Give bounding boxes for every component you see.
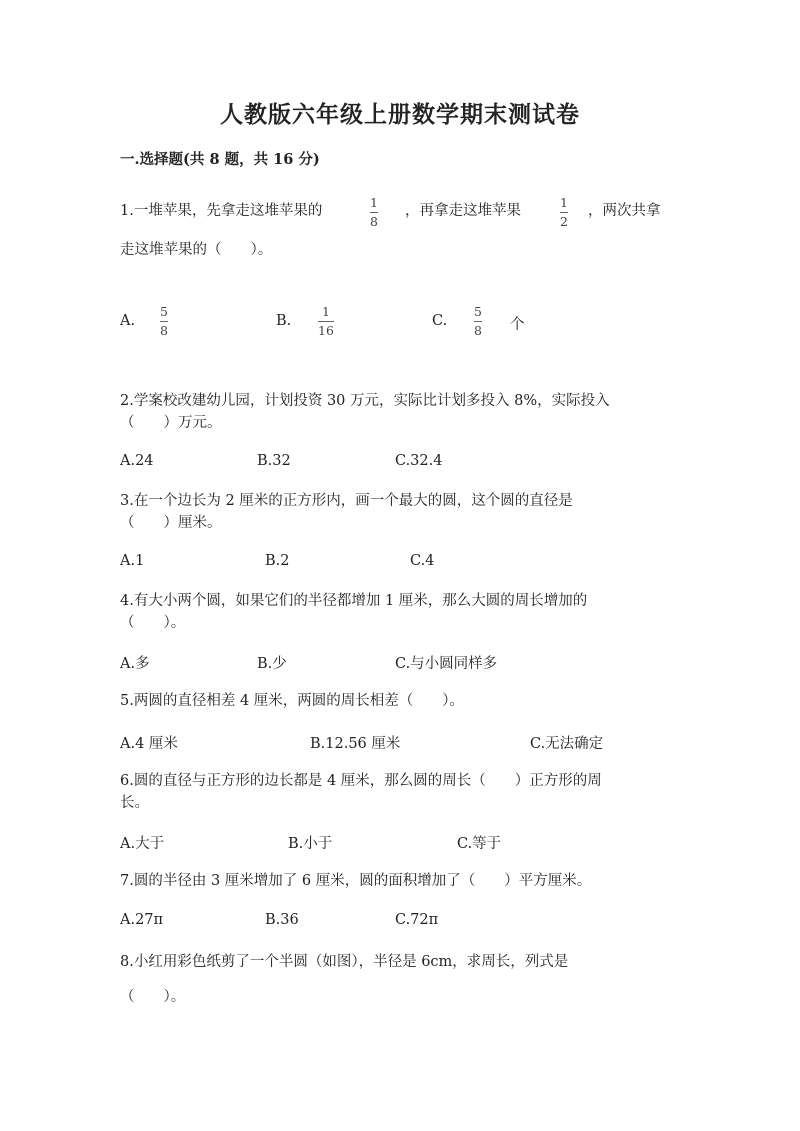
q2-text-line1: 2.学案校改建幼儿园，计划投资 30 万元，实际比计划多投入 8%，实际投入 [120,393,610,409]
q1-fraction-1 [370,196,378,229]
q3-text-line1: 3.在一个边长为 2 厘米的正方形内，画一个最大的圆，这个圆的直径是 [120,493,573,509]
q3-option-c[interactable]: C.4 [410,553,435,569]
q1-fraction-2 [560,196,568,229]
q1-fraction-1-numerator: 1 [370,195,378,210]
q6-option-c[interactable]: C.等于 [457,836,502,852]
q6-text-line2: 长。 [120,795,149,811]
q5-text-line1: 5.两圆的直径相差 4 厘米，两圆的周长相差（ ）。 [120,693,465,709]
q1-option-c-fraction [474,305,482,338]
q5-option-a[interactable]: A.4 厘米 [120,736,178,752]
q6-option-a[interactable]: A.大于 [120,836,165,852]
q6-text-line1: 6.圆的直径与正方形的边长都是 4 厘米，那么圆的周长（ ）正方形的周 [120,773,602,789]
q6-option-b[interactable]: B.小于 [288,836,333,852]
q4-option-c[interactable]: C.与小圆同样多 [395,656,498,672]
section-heading: 一.选择题(共 8 题，共 16 分) [120,151,320,168]
q8-text-line2: （ ）。 [120,989,186,1005]
q5-option-b[interactable]: B.12.56 厘米 [310,736,401,752]
q7-text-line1: 7.圆的半径由 3 厘米增加了 6 厘米，圆的面积增加了（ ）平方厘米。 [120,873,592,889]
q1-text-part1: 1.一堆苹果，先拿走这堆苹果的 [120,203,323,219]
q1-option-b-fraction [318,305,334,338]
q7-option-c[interactable]: C.72π [395,912,439,928]
q1-option-c-unit: 个 [510,317,525,333]
q3-option-a[interactable]: A.1 [120,553,145,569]
q1-option-a-label[interactable]: A. [120,313,136,329]
q1-option-c-label[interactable]: C. [432,313,448,329]
q2-option-a[interactable]: A.24 [120,453,154,469]
q4-option-b[interactable]: B.少 [257,656,287,672]
q1-option-a-fraction [160,305,168,338]
q1-option-a-numerator: 5 [160,304,168,319]
page-title: 人教版六年级上册数学期末测试卷 [220,101,580,128]
q1-text-part2: ，再拿走这堆苹果 [405,203,521,219]
q7-option-b[interactable]: B.36 [265,912,299,928]
q3-text-line2: （ ）厘米。 [120,515,222,531]
q7-option-a[interactable]: A.27π [120,912,164,928]
q1-option-b-label[interactable]: B. [276,313,292,329]
q1-text-line2: 走这堆苹果的（ ）。 [120,242,273,258]
q4-text-line1: 4.有大小两个圆，如果它们的半径都增加 1 厘米，那么大圆的周长增加的 [120,593,588,609]
q2-option-b[interactable]: B.32 [257,453,291,469]
q1-fraction-2-denominator: 2 [560,214,568,229]
q1-option-a-denominator: 8 [160,323,168,338]
q4-option-a[interactable]: A.多 [120,656,150,672]
q1-text-part3: ，两次共拿 [588,203,661,219]
q1-option-c-denominator: 8 [474,323,482,338]
q3-option-b[interactable]: B.2 [265,553,290,569]
q2-option-c[interactable]: C.32.4 [395,453,443,469]
q8-text-line1: 8.小红用彩色纸剪了一个半圆（如图），半径是 6cm，求周长，列式是 [120,954,569,970]
q5-option-c[interactable]: C.无法确定 [530,736,604,752]
q2-text-line2: （ ）万元。 [120,415,222,431]
q1-option-b-numerator: 1 [321,304,330,319]
q1-option-b-denominator: 16 [318,323,334,338]
q1-option-c-numerator: 5 [474,304,482,319]
q1-fraction-2-numerator: 1 [560,195,568,210]
q4-text-line2: （ ）。 [120,615,186,631]
q1-fraction-1-denominator: 8 [370,214,378,229]
